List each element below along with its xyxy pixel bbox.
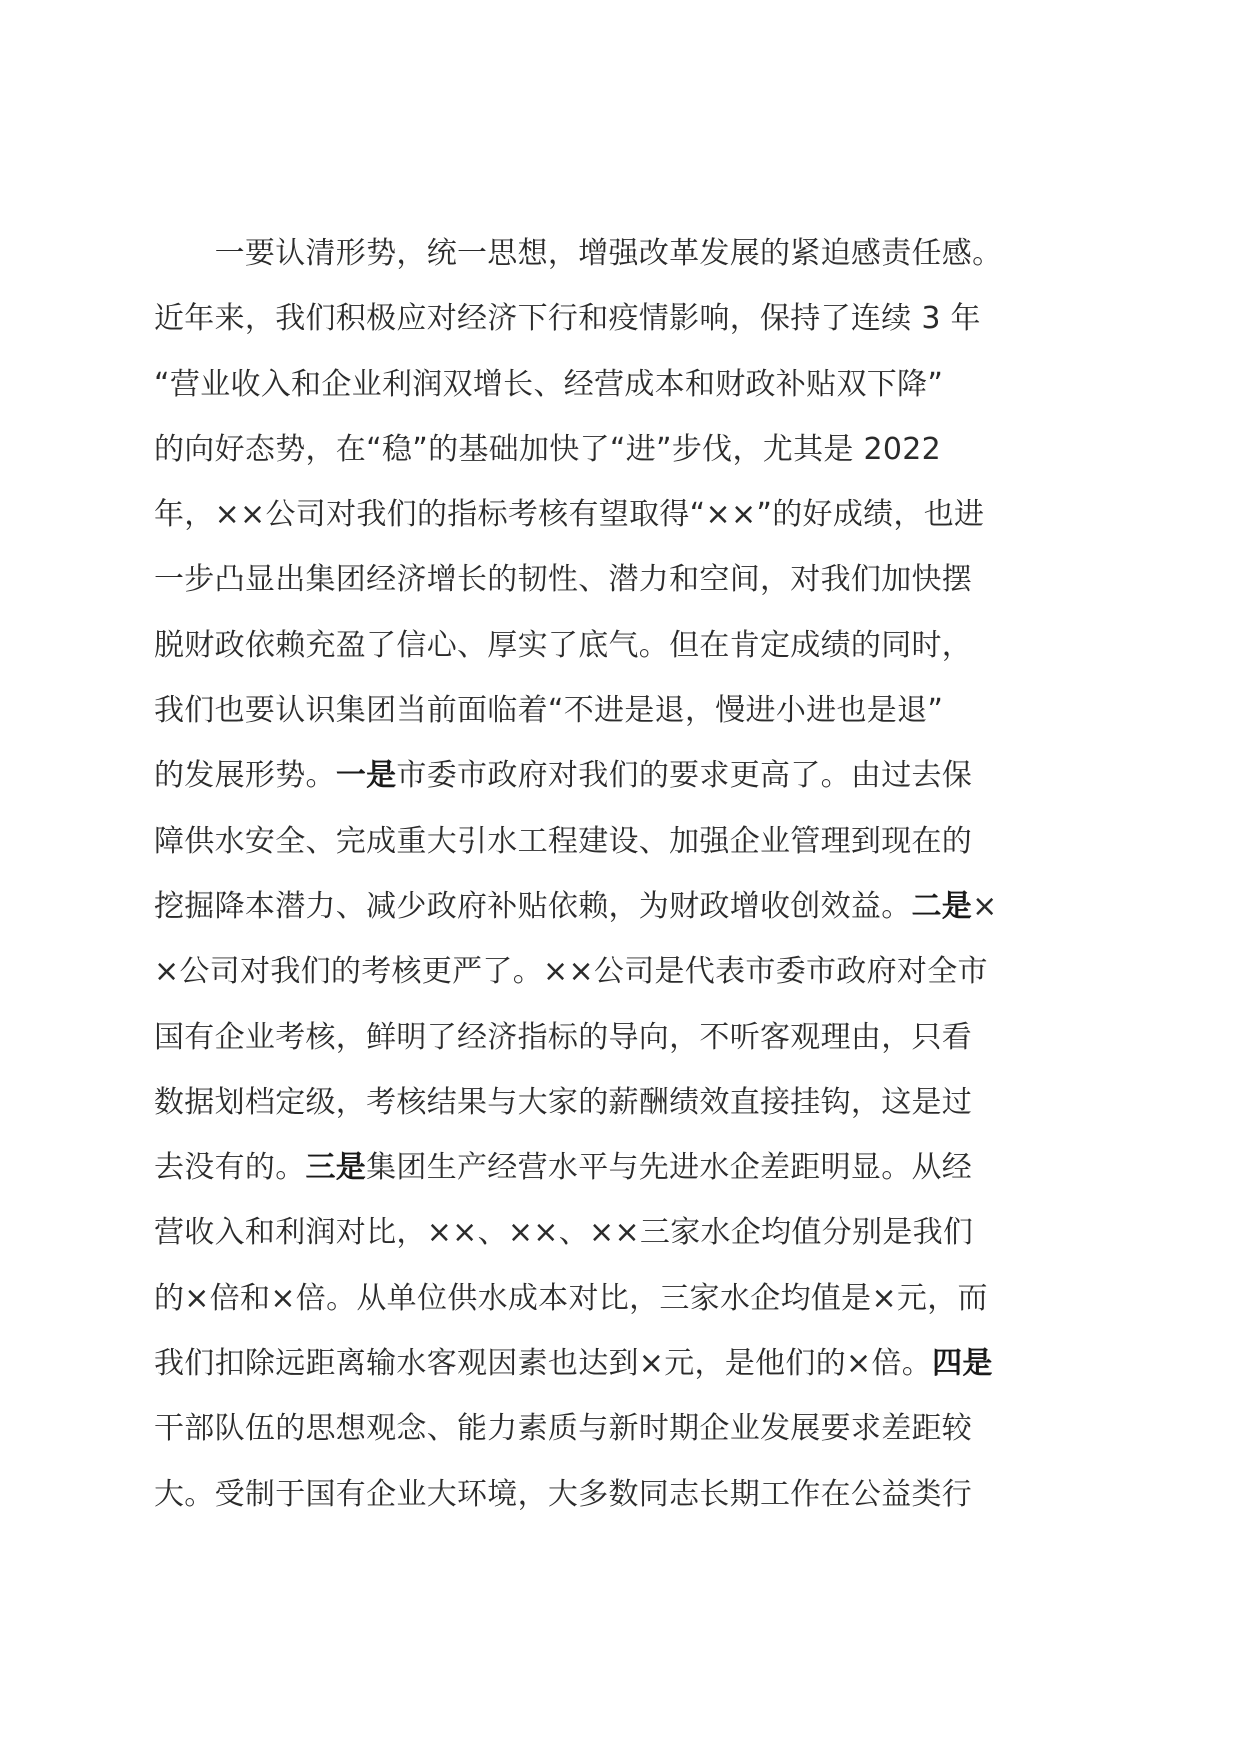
text-segment: 近年来，我们积极应对经济下行和疫情影响，保持了连续 3 年 xyxy=(154,301,981,337)
text-line xyxy=(154,1070,1094,1135)
text-segment: 我们扣除远距离输水客观因素也达到×元，是他们的×倍。 xyxy=(154,1346,933,1382)
bold-marker: 一是 xyxy=(335,758,397,794)
text-segment: 集团生产经营水平与先进水企差距明显。从经 xyxy=(366,1150,973,1186)
text-line xyxy=(154,352,1094,417)
text-segment: 大。受制于国有企业大环境，大多数同志长期工作在公益类行 xyxy=(154,1476,973,1512)
text-segment: 脱财政依赖充盈了信心、厚实了底气。但在肯定成绩的同时， xyxy=(154,627,973,663)
text-segment: × xyxy=(972,888,998,924)
text-line xyxy=(154,1200,1094,1265)
text-line xyxy=(154,678,1094,743)
text-segment: 障供水安全、完成重大引水工程建设、加强企业管理到现在的 xyxy=(154,823,973,859)
text-line xyxy=(154,482,1094,547)
text-line xyxy=(154,809,1094,874)
text-segment: 市委市政府对我们的要求更高了。由过去保 xyxy=(396,758,973,794)
text-segment: 挖掘降本潜力、减少政府补贴依赖，为财政增收创效益。 xyxy=(154,888,912,924)
text-segment: 国有企业考核，鲜明了经济指标的导向，不听客观理由，只看 xyxy=(154,1019,973,1055)
text-segment: 我们也要认识集团当前面临着“不进是退，慢进小进也是退” xyxy=(154,693,944,729)
text-segment: 去没有的。 xyxy=(154,1150,306,1186)
text-line xyxy=(154,417,1094,482)
text-segment: 的发展形势。 xyxy=(154,758,336,794)
text-line xyxy=(154,939,1094,1004)
text-line xyxy=(154,743,1094,808)
text-segment: 一要认清形势，统一思想，增强改革发展的紧迫感责任感。 xyxy=(154,236,1003,271)
bold-marker: 四是 xyxy=(932,1346,993,1382)
text-segment: 一步凸显出集团经济增长的韧性、潜力和空间，对我们加快摆 xyxy=(154,562,973,598)
text-segment: 营收入和利润对比，××、××、××三家水企均值分别是我们 xyxy=(154,1215,974,1251)
text-segment: 的向好态势，在“稳”的基础加快了“进”步伐，尤其是 2022 xyxy=(154,431,942,467)
text-line xyxy=(154,1462,1094,1527)
text-segment: 年，××公司对我们的指标考核有望取得“××”的好成绩，也进 xyxy=(154,497,985,533)
text-line xyxy=(154,874,1094,939)
text-line xyxy=(154,1135,1094,1200)
text-line xyxy=(154,613,1094,678)
text-line xyxy=(154,547,1094,612)
bold-marker: 三是 xyxy=(305,1150,367,1186)
text-line xyxy=(154,1331,1094,1396)
text-line xyxy=(154,286,1094,351)
text-segment: 的×倍和×倍。从单位供水成本对比，三家水企均值是×元，而 xyxy=(154,1280,988,1316)
text-segment: “营业收入和企业利润双增长、经营成本和财政补贴双下降” xyxy=(154,366,944,402)
text-segment: ×公司对我们的考核更严了。××公司是代表市委市政府对全市 xyxy=(154,954,988,990)
text-line xyxy=(154,1266,1094,1331)
text-line xyxy=(154,221,1094,286)
body-paragraph xyxy=(154,221,1094,1527)
text-segment: 干部队伍的思想观念、能力素质与新时期企业发展要求差距较 xyxy=(154,1411,973,1447)
text-segment: 数据划档定级，考核结果与大家的薪酬绩效直接挂钩，这是过 xyxy=(154,1084,973,1120)
text-line xyxy=(154,1005,1094,1070)
bold-marker: 二是 xyxy=(911,888,973,924)
text-line xyxy=(154,1396,1094,1461)
